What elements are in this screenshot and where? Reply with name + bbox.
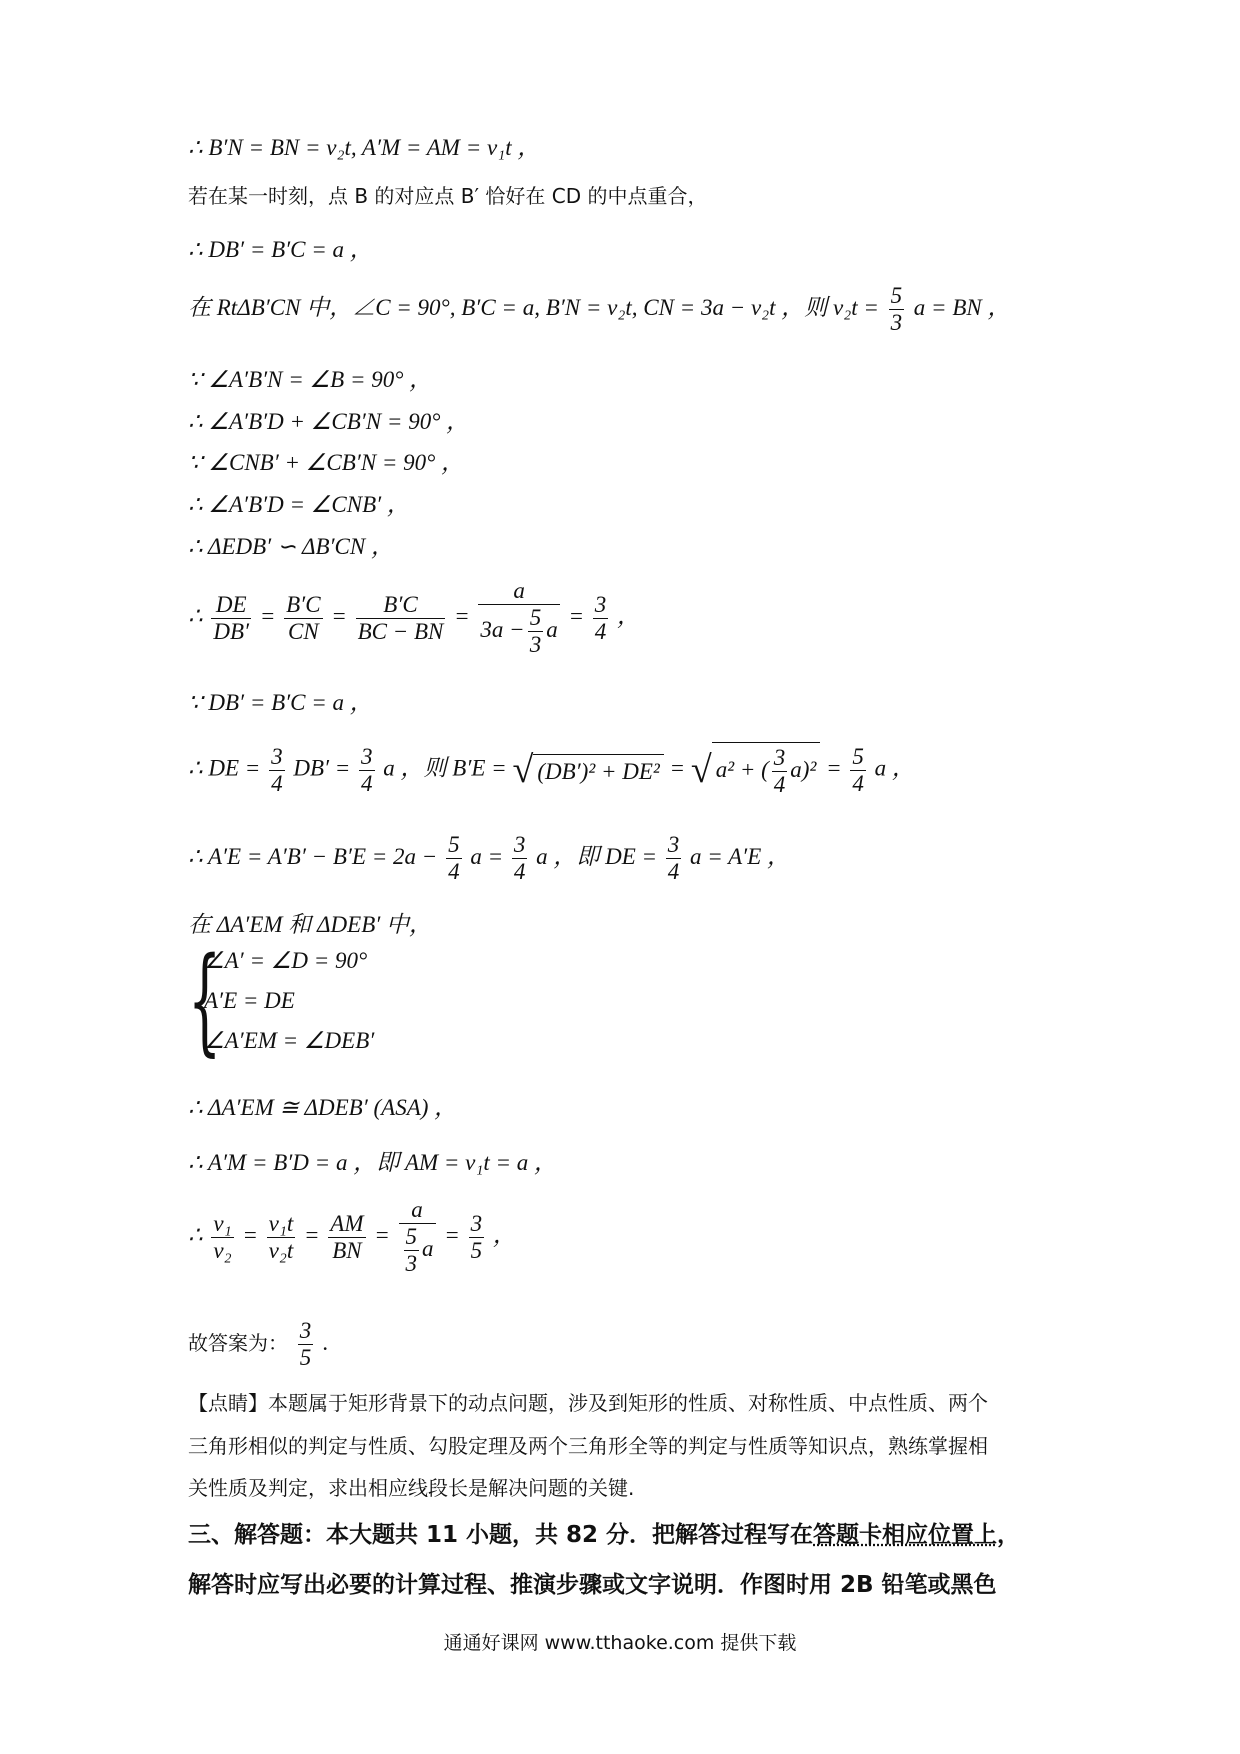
line-16: ∴ A′M = B′D = a ，即 AM = v₁t = a ， xyxy=(188,1150,558,1175)
equation-system: { ∠A′ = ∠D = 90° A′E = DE ∠A′EM = ∠DEB′ xyxy=(188,933,375,1068)
page-footer: 通通好课网 www.tthaoke.com 提供下载 xyxy=(443,1632,797,1654)
line-11: ∵ DB′ = B′C = a ， xyxy=(188,690,373,715)
line-10: ∴ $\frac{DE}{DB'}$ = $\frac{B'C}{CN}$ = $\frac{B'C}{BC - BN}$ = a 3a − $\frac{5}{3}$ a = $\frac{3}{4}$ ， xyxy=(188,578,640,657)
line-9: ∴ ΔEDB′ ∽ ΔB′CN ， xyxy=(188,534,394,559)
answer-line: 故答案为： $\frac{3}{5}$ . xyxy=(188,1318,329,1370)
remark-line-2: 三角形相似的判定与性质、勾股定理及两个三角形全等的判定与性质等知识点，熟练掌握相 xyxy=(188,1434,988,1458)
sqrt-expression-2: a² + ( $\frac{3}{4}$ a)² xyxy=(712,742,821,798)
sqrt-expression: (DB′)² + DE² xyxy=(533,754,663,787)
line-14: 在 ΔA′EM 和 ΔDEB′ 中， xyxy=(188,912,433,937)
section-heading-line-2: 解答时应写出必要的计算过程、推演步骤或文字说明．作图时用 2B 铅笔或黑色 xyxy=(188,1572,997,1598)
brace-icon: { xyxy=(188,933,222,1068)
remark-line-3: 关性质及判定，求出相应线段长是解决问题的关键. xyxy=(188,1476,635,1500)
fraction-bc-bcbn: $\frac{B'C}{BC - BN}$ xyxy=(357,591,444,644)
line-3: ∴ DB′ = B′C = a ， xyxy=(188,237,373,262)
fraction: $\frac{5}{3}$ xyxy=(890,283,903,335)
line-15: ∴ ΔA′EM ≅ ΔDEB′ (ASA) ， xyxy=(188,1095,458,1120)
fraction-de-db: $\frac{DE}{DB'}$ xyxy=(213,591,250,644)
fraction-three-fourths: $\frac{3}{4}$ xyxy=(594,591,607,644)
line-12: ∴ DE = $\frac{3}{4}$ DB′ = $\frac{3}{4}$ a ，则 B′E = √ (DB′)² + DE² = √ a² + ( $\frac{3}{4}$ a)² = $\frac{5}{4}$ a ， xyxy=(188,743,915,797)
line-8: ∴ ∠A′B′D = ∠CNB′ ， xyxy=(188,492,410,517)
line-17: ∴ $\frac{\text{v₁}}{\text{v₂}}$ = $\frac{\text{v₁t}}{\text{v₂t}}$ = $\frac{AM}{BN}$ = a $\frac{5}{3}$ a = $\frac{3}{5}$ ， xyxy=(188,1197,516,1276)
fraction-nested: a 3a − $\frac{5}{3}$ a xyxy=(480,578,558,657)
remark-line-1: 【点睛】本题属于矩形背景下的动点问题，涉及到矩形的性质、对称性质、中点性质、两个 xyxy=(188,1391,988,1415)
fraction-bc-cn: $\frac{B'C}{CN}$ xyxy=(286,591,321,644)
line-2: 若在某一时刻，点 B 的对应点 B′ 恰好在 CD 的中点重合， xyxy=(188,184,708,208)
section-heading-line-1: 三、解答题：本大题共 11 小题，共 82 分．把解答过程写在答题卡相应位置上， xyxy=(188,1522,1021,1548)
line-13: ∴ A′E = A′B′ − B′E = 2a − $\frac{5}{4}$ a = $\frac{3}{4}$ a ，即 DE = $\frac{3}{4}$ a = A′E ， xyxy=(188,832,791,884)
line-1: ∴ B′N = BN = v₂t, A′M = AM = v₁t ， xyxy=(188,135,541,160)
line-7: ∵ ∠CNB′ + ∠CB′N = 90° ， xyxy=(188,450,465,475)
line-6: ∴ ∠A′B′D + ∠CB′N = 90° ， xyxy=(188,409,470,434)
line-4: 在 RtΔB′CN 中，∠C = 90°, B′C = a, B′N = v₂t, CN = 3a − v₂t ，则 v₂t = $\frac{5}{3}$ a = BN ， xyxy=(188,283,1011,335)
line-5: ∵ ∠A′B′N = ∠B = 90° ， xyxy=(188,367,433,392)
